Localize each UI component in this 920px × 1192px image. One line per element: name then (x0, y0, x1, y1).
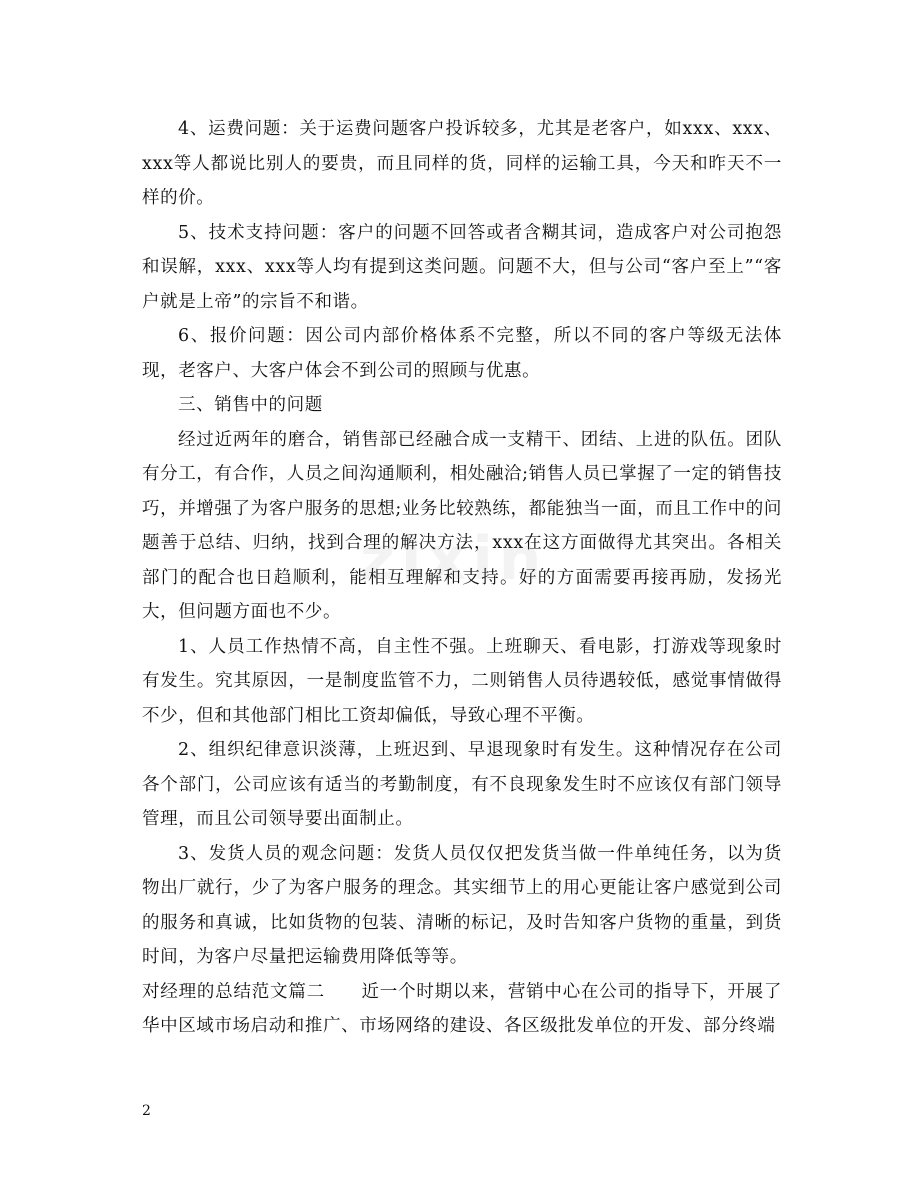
document-body (142, 112, 782, 1044)
paragraph-discipline: 2、组织纪律意识淡薄，上班迟到、早退现象时有发生。这种情况存在公司各个部门，公司应该有适当的考勤制度，有不良现象发生时不应该仅有部门领导管理，而且公司领导要出面制止。 (142, 740, 782, 829)
section-heading-sales-issues: 三、销售中的问题 (178, 395, 323, 415)
paragraph-freight-issue: 4、运费问题：关于运费问题客户投诉较多，尤其是老客户，如xxx、xxx、xxx等人都说比别人的要贵，而且同样的货，同样的运输工具，今天和昨天不一样的价。 (142, 119, 782, 208)
watermark: zixin (360, 524, 548, 594)
page-number: 2 (142, 1103, 151, 1119)
paragraph-staff-motivation: 1、人员工作热情不高，自主性不强。上班聊天、看电影，打游戏等现象时有发生。究其原因，一是制度监管不力，二则销售人员待遇较低，感觉事情做得不少，但和其他部门相比工资却偏低，导致心理不平衡。 (142, 636, 782, 726)
paragraph-sales-team-overview: 经过近两年的磨合，销售部已经融合成一支精干、团结、上进的队伍。团队有分工，有合作，人员之间沟通顺利，相处融洽;销售人员已掌握了一定的销售技巧，并增强了为客户服务的思想;业务比较熟练，都能独当一面，而且工作中的问题善于总结、归纳，找到合理的解决方法，xxx在这方面做得尤其突出。各相关部门的配合也日趋顺利，能相互理解和支持。好的方面需要再接再励，发扬光大，但问题方面也不少。 (142, 429, 782, 622)
paragraph-article-two: 对经理的总结范文篇二 近一个时期以来，营销中心在公司的指导下，开展了华中区域市场启动和推广、市场网络的建设、各区级批发单位的开发、部分终端 (142, 981, 782, 1036)
paragraph-quotation-issue: 6、报价问题：因公司内部价格体系不完整，所以不同的客户等级无法体现，老客户、大客户体会不到公司的照顾与优惠。 (142, 326, 782, 381)
paragraph-tech-support-issue: 5、技术支持问题：客户的问题不回答或者含糊其词，造成客户对公司抱怨和误解，xxx、xxx等人均有提到这类问题。问题不大，但与公司“客户至上”“客户就是上帝”的宗旨不和谐。 (142, 222, 782, 312)
paragraph-shipping-staff: 3、发货人员的观念问题：发货人员仅仅把发货当做一件单纯任务，以为货物出厂就行，少了为客户服务的理念。其实细节上的用心更能让客户感觉到公司的服务和真诚，比如货物的包装、清晰的标记，及时告知客户货物的重量，到货时间，为客户尽量把运输费用降低等等。 (142, 843, 782, 967)
